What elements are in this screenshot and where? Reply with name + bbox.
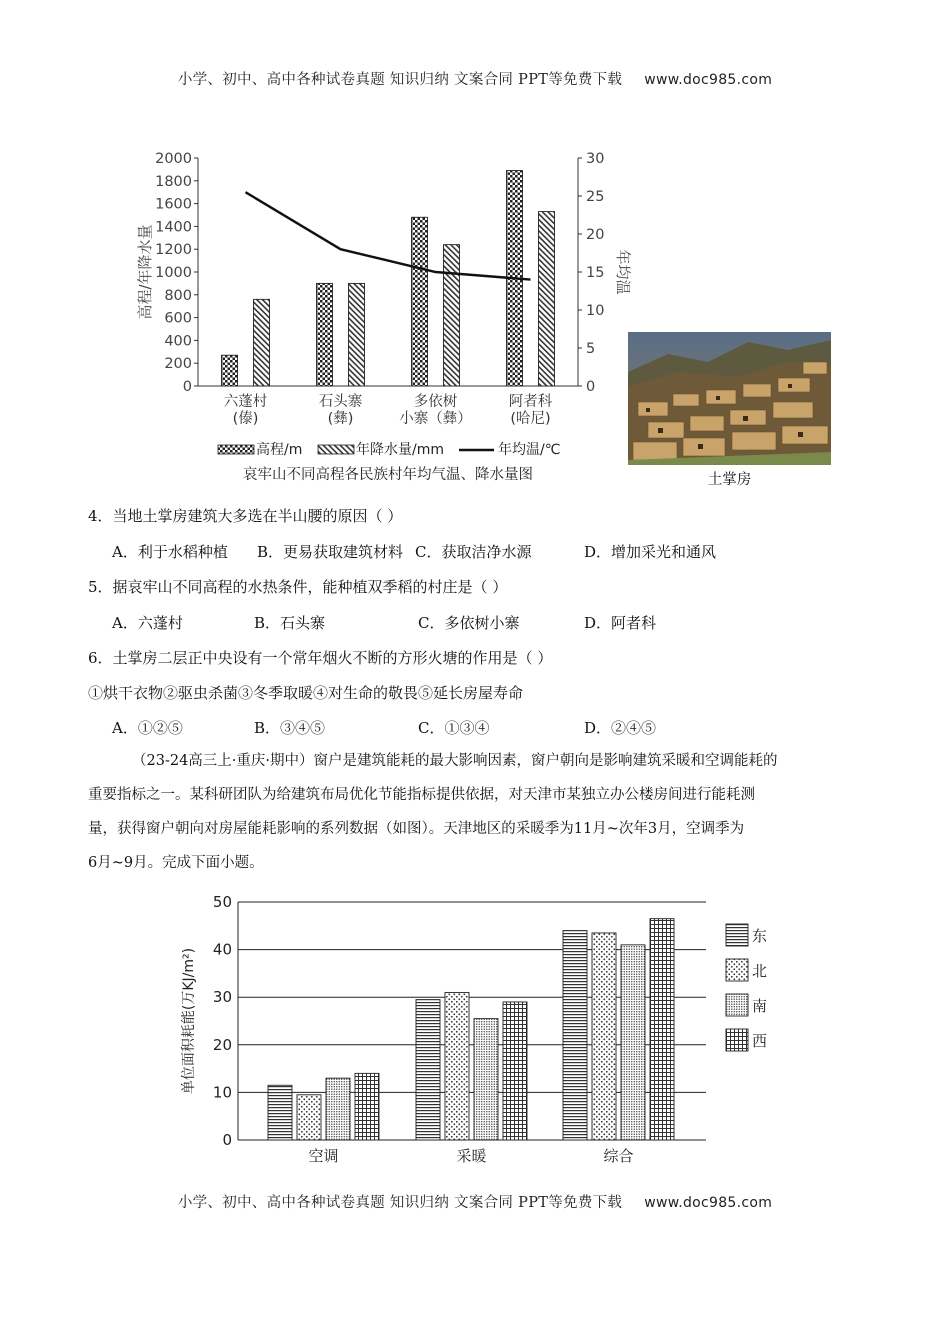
y-tick-label: 1600 [155,196,192,213]
y-tick-label: 20 [212,1035,232,1054]
passage-line-3: 量，获得窗户朝向对房屋能耗影响的系列数据（如图）。天津地区的采暖季为11月~次年3月，空调季为 [88,821,745,837]
west-bar [503,1002,527,1140]
header-site: www.doc985.com [644,72,773,88]
elevation-bar [412,217,428,386]
elevation-bar [222,355,238,386]
page-footer [0,1191,950,1212]
y-tick-label: 800 [164,287,192,304]
passage [88,744,858,880]
y-axis-title: 高程/年降水量 [136,224,154,320]
y-tick-label: 400 [164,333,192,350]
y-tick-label: 2000 [155,151,192,167]
category-label: (彝) [327,411,354,427]
chart1-title: 哀牢山不同高程各民族村年均气温、降水量图 [243,467,533,483]
y-tick-label: 40 [212,940,232,959]
y-tick-label: 1200 [155,242,192,259]
y-tick-label: 10 [212,1083,232,1102]
passage-line-1: （23-24高三上·重庆·期中）窗户是建筑能耗的最大影响因素，窗户朝向是影响建筑采暖和空调能耗的 [132,753,778,769]
y-tick-label: 1800 [155,173,192,190]
y-tick-label: 0 [182,379,192,395]
category-label: 六蓬村 [223,394,268,410]
y-tick-label: 600 [164,310,192,327]
legend-elevation-swatch [218,445,254,454]
category-label: 综合 [603,1147,634,1165]
y2-tick-label: 30 [586,151,605,167]
photo-caption: 土掌房 [707,472,752,488]
legend-south-swatch [726,994,748,1016]
q4-option-d: D．增加采光和通风 [584,543,717,561]
precip-bar [444,245,460,386]
question-5: 5．据哀牢山不同高程的水热条件，能种植双季稻的村庄是（ ） [88,578,508,596]
y-tick-label: 1000 [155,265,192,281]
category-label: 阿者科 [508,394,553,410]
legend-east-swatch [726,924,748,946]
category-label: (哈尼) [510,411,551,427]
q6-option-a: A．①②⑤ [112,719,183,737]
legend-precip: 年降水量/mm [356,442,444,458]
y2-tick-label: 0 [586,379,596,395]
north-bar [297,1095,321,1140]
passage-line-2: 重要指标之一。某科研团队为给建筑布局优化节能指标提供依据，对天津市某独立办公楼房间进行能耗测 [88,787,755,803]
q5-option-c: C．多依树小寨 [418,614,520,632]
east-bar [563,931,587,1140]
y-tick-label: 200 [164,356,192,373]
category-label: 空调 [308,1147,339,1165]
west-bar [355,1073,379,1140]
category-label: 小寨（彝） [399,411,472,427]
passage-line-4: 6月~9月。完成下面小题。 [88,855,264,871]
temperature-line [246,192,531,279]
category-label: 采暖 [456,1147,487,1165]
category-label: 多依树 [413,394,458,410]
west-bar [650,919,674,1140]
legend-temp: 年均温/℃ [498,442,561,458]
q5-option-a: A．六蓬村 [112,614,183,632]
legend-elevation: 高程/m [256,442,303,458]
east-bar [416,1000,440,1140]
q6-option-c: C．①③④ [418,719,490,737]
south-bar [474,1019,498,1140]
y-tick-label: 0 [222,1131,232,1149]
y2-axis-title: 年均温 [614,249,632,295]
y2-tick-label: 25 [586,189,605,205]
y2-tick-label: 20 [586,227,605,243]
category-label: 石头寨 [318,394,363,410]
q6-option-b: B．③④⑤ [254,719,326,737]
footer-site: www.doc985.com [644,1195,773,1211]
y2-tick-label: 10 [586,303,605,319]
south-bar [621,945,645,1140]
q6-option-d: D．②④⑤ [584,719,657,737]
q5-option-d: D．阿者科 [584,614,657,632]
south-bar [326,1078,350,1140]
legend-east: 东 [752,927,768,945]
question-4: 4．当地土掌房建筑大多选在半山腰的原因（ ） [88,507,403,525]
east-bar [268,1085,292,1140]
y2-tick-label: 5 [586,341,596,357]
ailao-mountain-chart [130,140,630,490]
window-energy-chart [178,888,778,1178]
precip-bar [539,212,555,386]
legend-west: 西 [752,1032,768,1050]
q4-option-b: B．更易获取建筑材料 [257,543,404,561]
q4-option-a: A．利于水稻种植 [112,543,228,561]
y-tick-label: 50 [212,893,232,911]
header-text: 小学、初中、高中各种试卷真题 知识归纳 文案合同 PPT等免费下载 [177,72,623,88]
category-label: (傣) [232,411,259,427]
precip-bar [349,283,365,386]
legend-north: 北 [752,962,768,980]
question-6-items: ①烘干衣物②驱虫杀菌③冬季取暖④对生命的敬畏⑤延长房屋寿命 [88,684,524,702]
legend-south: 南 [752,997,768,1015]
legend-west-swatch [726,1029,748,1051]
page-header [0,68,950,89]
elevation-bar [317,283,333,386]
y-tick-label: 30 [212,988,232,1007]
footer-text: 小学、初中、高中各种试卷真题 知识归纳 文案合同 PPT等免费下载 [177,1195,623,1211]
question-6: 6．土掌房二层正中央设有一个常年烟火不断的方形火塘的作用是（ ） [88,649,553,667]
y2-tick-label: 15 [586,265,605,281]
north-bar [592,933,616,1140]
y-tick-label: 1400 [155,219,192,236]
q5-option-b: B．石头寨 [254,614,326,632]
north-bar [445,992,469,1140]
legend-precip-swatch [318,445,354,454]
y-axis-title: 单位面积耗能(万KJ/m²) [181,947,197,1095]
tuzhang-house-photo [628,332,831,465]
precip-bar [254,299,270,386]
legend-north-swatch [726,959,748,981]
q4-option-c: C．获取洁净水源 [415,543,532,561]
